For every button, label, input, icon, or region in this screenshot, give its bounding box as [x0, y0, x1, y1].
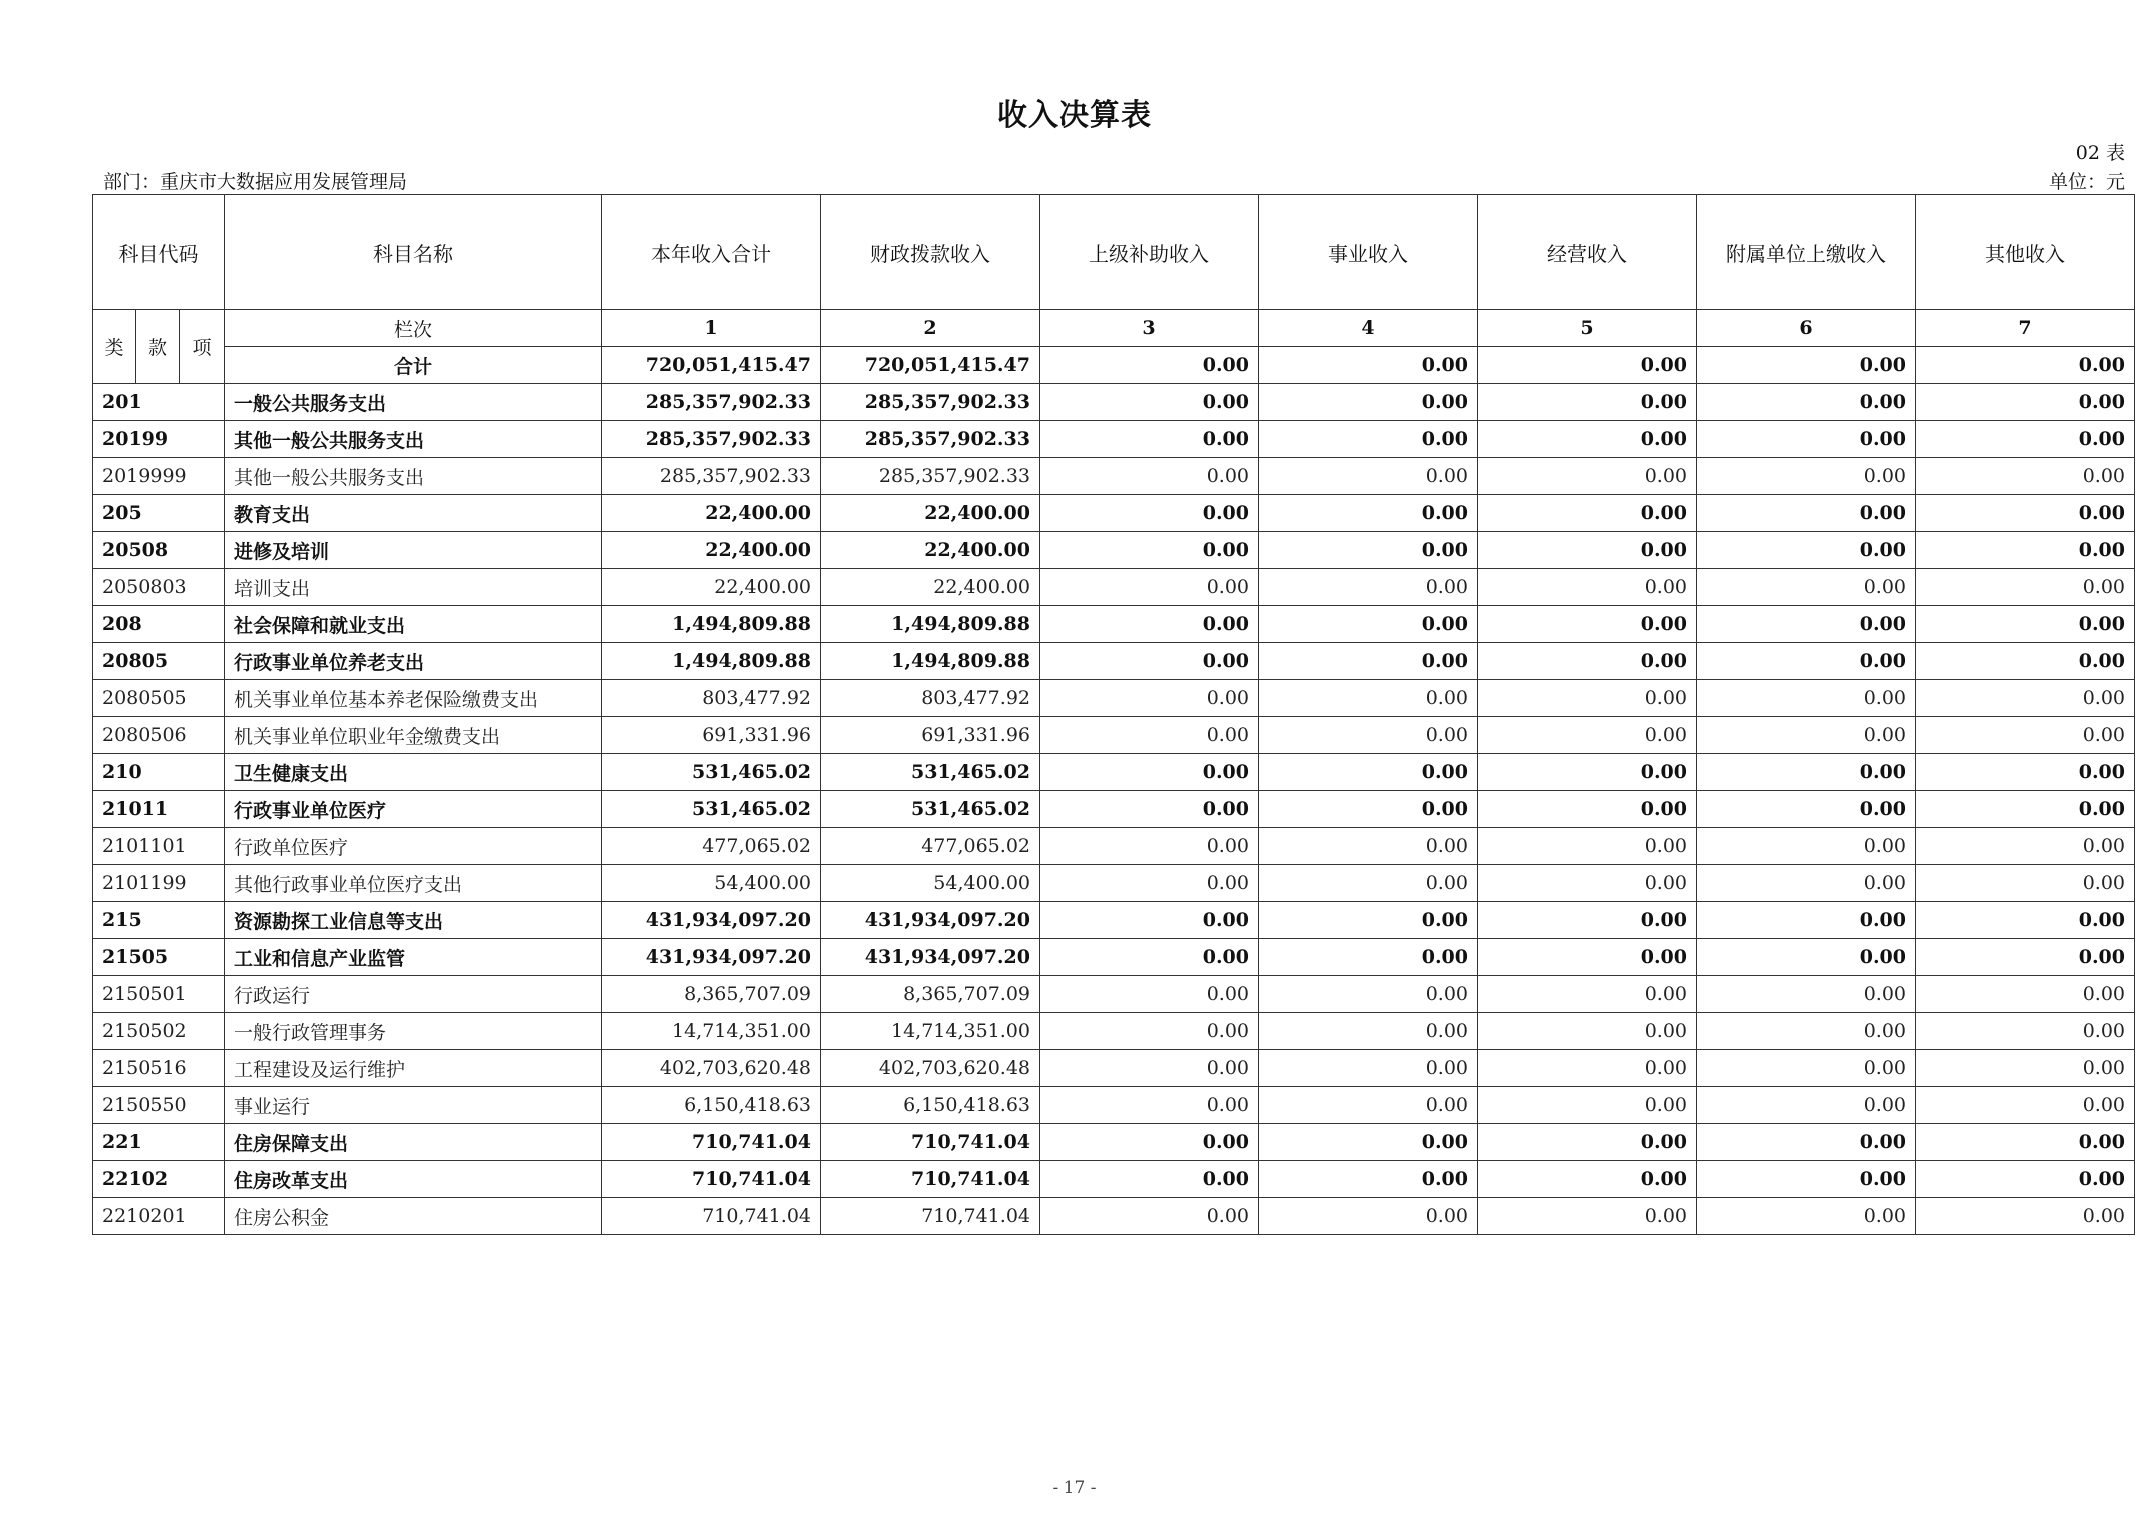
- amount-cell: 0.00: [1040, 606, 1259, 643]
- table-row: [93, 791, 2135, 828]
- amount-cell: 8,365,707.09: [821, 976, 1040, 1013]
- amount-cell: 0.00: [1040, 1198, 1259, 1235]
- amount-cell: 0.00: [1259, 1198, 1478, 1235]
- table-row: [93, 1198, 2135, 1235]
- amount-cell: 0.00: [1040, 754, 1259, 791]
- page-title: 收入决算表: [997, 98, 1152, 133]
- subject-code: 2101101: [93, 828, 225, 865]
- table-row: [93, 1124, 2135, 1161]
- column-number: 3: [1040, 310, 1259, 347]
- amount-cell: 0.00: [1478, 1124, 1697, 1161]
- subject-code: 21505: [93, 939, 225, 976]
- amount-cell: 0.00: [1916, 458, 2135, 495]
- amount-cell: 0.00: [1478, 902, 1697, 939]
- amount-cell: 402,703,620.48: [821, 1050, 1040, 1087]
- amount-cell: 0.00: [1697, 1050, 1916, 1087]
- amount-cell: 0.00: [1478, 421, 1697, 458]
- table-row: [93, 976, 2135, 1013]
- total-row: [93, 347, 2135, 384]
- column-number: 4: [1259, 310, 1478, 347]
- amount-cell: 14,714,351.00: [821, 1013, 1040, 1050]
- amount-cell: 0.00: [1697, 717, 1916, 754]
- amount-cell: 0.00: [1040, 828, 1259, 865]
- amount-cell: 0.00: [1478, 717, 1697, 754]
- amount-cell: 0.00: [1916, 1124, 2135, 1161]
- subject-name: 行政事业单位医疗: [225, 791, 602, 828]
- amount-cell: 0.00: [1478, 939, 1697, 976]
- subject-code: 205: [93, 495, 225, 532]
- amount-cell: 0.00: [1040, 1124, 1259, 1161]
- amount-cell: 0.00: [1259, 421, 1478, 458]
- amount-cell: 0.00: [1916, 495, 2135, 532]
- subject-code: 21011: [93, 791, 225, 828]
- subject-name: 一般行政管理事务: [225, 1013, 602, 1050]
- amount-cell: 0.00: [1478, 1198, 1697, 1235]
- amount-cell: 1,494,809.88: [602, 643, 821, 680]
- table-row: [93, 754, 2135, 791]
- amount-cell: 0.00: [1916, 569, 2135, 606]
- amount-cell: 431,934,097.20: [821, 902, 1040, 939]
- amount-cell: 0.00: [1259, 680, 1478, 717]
- header-code: 科目代码: [93, 195, 225, 310]
- subject-code: 2150502: [93, 1013, 225, 1050]
- amount-cell: 0.00: [1259, 569, 1478, 606]
- amount-cell: 477,065.02: [602, 828, 821, 865]
- amount-cell: 0.00: [1478, 828, 1697, 865]
- header-operating: 经营收入: [1478, 195, 1697, 310]
- amount-cell: 6,150,418.63: [821, 1087, 1040, 1124]
- amount-cell: 710,741.04: [602, 1161, 821, 1198]
- subject-name: 住房保障支出: [225, 1124, 602, 1161]
- amount-cell: 0.00: [1478, 865, 1697, 902]
- subject-name: 住房改革支出: [225, 1161, 602, 1198]
- amount-cell: 0.00: [1478, 976, 1697, 1013]
- sub-header-kuan: 款: [136, 310, 180, 384]
- amount-cell: 0.00: [1040, 384, 1259, 421]
- total-value: 0.00: [1916, 347, 2135, 384]
- subject-code: 2150501: [93, 976, 225, 1013]
- subject-code: 221: [93, 1124, 225, 1161]
- total-value: 0.00: [1259, 347, 1478, 384]
- column-number: 6: [1697, 310, 1916, 347]
- amount-cell: 531,465.02: [602, 754, 821, 791]
- amount-cell: 22,400.00: [821, 495, 1040, 532]
- table-row: [93, 643, 2135, 680]
- amount-cell: 0.00: [1259, 754, 1478, 791]
- amount-cell: 0.00: [1259, 606, 1478, 643]
- amount-cell: 285,357,902.33: [602, 421, 821, 458]
- subject-name: 工程建设及运行维护: [225, 1050, 602, 1087]
- amount-cell: 8,365,707.09: [602, 976, 821, 1013]
- amount-cell: 431,934,097.20: [602, 902, 821, 939]
- amount-cell: 0.00: [1478, 1087, 1697, 1124]
- amount-cell: 0.00: [1916, 828, 2135, 865]
- subject-name: 事业运行: [225, 1087, 602, 1124]
- sub-header-xiang: 项: [180, 310, 225, 384]
- amount-cell: 0.00: [1259, 495, 1478, 532]
- header-row: [93, 195, 2135, 310]
- subject-code: 2050803: [93, 569, 225, 606]
- amount-cell: 0.00: [1916, 865, 2135, 902]
- amount-cell: 0.00: [1478, 569, 1697, 606]
- table-row: [93, 606, 2135, 643]
- subject-code: 208: [93, 606, 225, 643]
- amount-cell: 477,065.02: [821, 828, 1040, 865]
- total-row-label: 合计: [225, 347, 602, 384]
- amount-cell: 0.00: [1697, 495, 1916, 532]
- amount-cell: 0.00: [1478, 1161, 1697, 1198]
- amount-cell: 54,400.00: [821, 865, 1040, 902]
- amount-cell: 431,934,097.20: [821, 939, 1040, 976]
- subject-code: 210: [93, 754, 225, 791]
- subject-code: 2080505: [93, 680, 225, 717]
- amount-cell: 0.00: [1040, 421, 1259, 458]
- amount-cell: 0.00: [1259, 532, 1478, 569]
- subject-name: 行政单位医疗: [225, 828, 602, 865]
- amount-cell: 0.00: [1916, 1013, 2135, 1050]
- table-row: [93, 384, 2135, 421]
- subject-code: 20508: [93, 532, 225, 569]
- amount-cell: 710,741.04: [821, 1161, 1040, 1198]
- amount-cell: 0.00: [1697, 1087, 1916, 1124]
- subject-name: 工业和信息产业监管: [225, 939, 602, 976]
- amount-cell: 0.00: [1040, 791, 1259, 828]
- table-row: [93, 902, 2135, 939]
- amount-cell: 1,494,809.88: [821, 606, 1040, 643]
- amount-cell: 0.00: [1478, 532, 1697, 569]
- total-value: 720,051,415.47: [602, 347, 821, 384]
- subject-name: 其他行政事业单位医疗支出: [225, 865, 602, 902]
- amount-cell: 0.00: [1697, 828, 1916, 865]
- amount-cell: 0.00: [1259, 828, 1478, 865]
- column-number: 7: [1916, 310, 2135, 347]
- amount-cell: 0.00: [1259, 865, 1478, 902]
- table-row: [93, 1013, 2135, 1050]
- amount-cell: 0.00: [1697, 976, 1916, 1013]
- amount-cell: 0.00: [1040, 902, 1259, 939]
- amount-cell: 285,357,902.33: [602, 458, 821, 495]
- amount-cell: 0.00: [1697, 606, 1916, 643]
- amount-cell: 0.00: [1478, 1013, 1697, 1050]
- amount-cell: 22,400.00: [821, 569, 1040, 606]
- amount-cell: 0.00: [1697, 569, 1916, 606]
- unit-label: 单位：元: [2048, 171, 2125, 193]
- amount-cell: 0.00: [1040, 569, 1259, 606]
- column-number: 2: [821, 310, 1040, 347]
- amount-cell: 1,494,809.88: [821, 643, 1040, 680]
- amount-cell: 285,357,902.33: [821, 458, 1040, 495]
- amount-cell: 0.00: [1259, 1013, 1478, 1050]
- amount-cell: 0.00: [1259, 976, 1478, 1013]
- amount-cell: 0.00: [1916, 754, 2135, 791]
- amount-cell: 0.00: [1040, 643, 1259, 680]
- subject-name: 教育支出: [225, 495, 602, 532]
- total-value: 0.00: [1040, 347, 1259, 384]
- header-fiscal: 财政拨款收入: [821, 195, 1040, 310]
- amount-cell: 531,465.02: [602, 791, 821, 828]
- header-superior: 上级补助收入: [1040, 195, 1259, 310]
- amount-cell: 0.00: [1697, 1013, 1916, 1050]
- amount-cell: 431,934,097.20: [602, 939, 821, 976]
- amount-cell: 0.00: [1478, 680, 1697, 717]
- amount-cell: 285,357,902.33: [821, 384, 1040, 421]
- amount-cell: 0.00: [1040, 939, 1259, 976]
- amount-cell: 0.00: [1697, 791, 1916, 828]
- amount-cell: 0.00: [1259, 384, 1478, 421]
- subject-name: 资源勘探工业信息等支出: [225, 902, 602, 939]
- column-row-label: 栏次: [225, 310, 602, 347]
- table-row: [93, 495, 2135, 532]
- subject-name: 行政事业单位养老支出: [225, 643, 602, 680]
- column-number: 1: [602, 310, 821, 347]
- subject-name: 机关事业单位职业年金缴费支出: [225, 717, 602, 754]
- income-table: [92, 194, 2135, 1235]
- amount-cell: 0.00: [1040, 1050, 1259, 1087]
- amount-cell: 0.00: [1697, 384, 1916, 421]
- table-row: [93, 865, 2135, 902]
- amount-cell: 691,331.96: [821, 717, 1040, 754]
- amount-cell: 0.00: [1697, 902, 1916, 939]
- subject-name: 机关事业单位基本养老保险缴费支出: [225, 680, 602, 717]
- amount-cell: 22,400.00: [602, 569, 821, 606]
- header-name: 科目名称: [225, 195, 602, 310]
- amount-cell: 531,465.02: [821, 791, 1040, 828]
- amount-cell: 0.00: [1040, 680, 1259, 717]
- header-total: 本年收入合计: [602, 195, 821, 310]
- amount-cell: 0.00: [1259, 717, 1478, 754]
- subject-code: 2150516: [93, 1050, 225, 1087]
- amount-cell: 0.00: [1916, 680, 2135, 717]
- subject-code: 22102: [93, 1161, 225, 1198]
- total-value: 0.00: [1697, 347, 1916, 384]
- amount-cell: 0.00: [1916, 902, 2135, 939]
- table-row: [93, 421, 2135, 458]
- amount-cell: 22,400.00: [602, 532, 821, 569]
- amount-cell: 0.00: [1040, 1161, 1259, 1198]
- table-row: [93, 532, 2135, 569]
- amount-cell: 0.00: [1916, 1198, 2135, 1235]
- amount-cell: 285,357,902.33: [602, 384, 821, 421]
- amount-cell: 0.00: [1697, 680, 1916, 717]
- subject-code: 2080506: [93, 717, 225, 754]
- table-row: [93, 1161, 2135, 1198]
- amount-cell: 0.00: [1697, 754, 1916, 791]
- amount-cell: 803,477.92: [821, 680, 1040, 717]
- amount-cell: 0.00: [1697, 939, 1916, 976]
- subject-name: 行政运行: [225, 976, 602, 1013]
- amount-cell: 0.00: [1040, 976, 1259, 1013]
- amount-cell: 0.00: [1478, 643, 1697, 680]
- subject-code: 2210201: [93, 1198, 225, 1235]
- amount-cell: 0.00: [1916, 1050, 2135, 1087]
- subject-code: 2101199: [93, 865, 225, 902]
- amount-cell: 0.00: [1259, 939, 1478, 976]
- amount-cell: 0.00: [1040, 532, 1259, 569]
- subject-code: 215: [93, 902, 225, 939]
- total-value: 0.00: [1478, 347, 1697, 384]
- amount-cell: 0.00: [1040, 458, 1259, 495]
- amount-cell: 0.00: [1916, 532, 2135, 569]
- amount-cell: 803,477.92: [602, 680, 821, 717]
- amount-cell: 0.00: [1697, 458, 1916, 495]
- subject-name: 一般公共服务支出: [225, 384, 602, 421]
- amount-cell: 710,741.04: [821, 1198, 1040, 1235]
- amount-cell: 0.00: [1916, 421, 2135, 458]
- amount-cell: 402,703,620.48: [602, 1050, 821, 1087]
- subject-name: 其他一般公共服务支出: [225, 458, 602, 495]
- amount-cell: 0.00: [1040, 1013, 1259, 1050]
- amount-cell: 0.00: [1259, 1161, 1478, 1198]
- amount-cell: 0.00: [1916, 717, 2135, 754]
- total-value: 720,051,415.47: [821, 347, 1040, 384]
- amount-cell: 0.00: [1697, 1198, 1916, 1235]
- amount-cell: 0.00: [1697, 532, 1916, 569]
- amount-cell: 0.00: [1697, 643, 1916, 680]
- amount-cell: 6,150,418.63: [602, 1087, 821, 1124]
- header-business: 事业收入: [1259, 195, 1478, 310]
- amount-cell: 0.00: [1259, 458, 1478, 495]
- amount-cell: 285,357,902.33: [821, 421, 1040, 458]
- amount-cell: 691,331.96: [602, 717, 821, 754]
- amount-cell: 0.00: [1697, 1161, 1916, 1198]
- header-affiliated: 附属单位上缴收入: [1697, 195, 1916, 310]
- amount-cell: 0.00: [1916, 606, 2135, 643]
- amount-cell: 0.00: [1259, 902, 1478, 939]
- amount-cell: 0.00: [1916, 976, 2135, 1013]
- amount-cell: 710,741.04: [821, 1124, 1040, 1161]
- amount-cell: 0.00: [1478, 791, 1697, 828]
- sub-header-lei: 类: [93, 310, 136, 384]
- column-number-row: [93, 310, 2135, 347]
- table-row: [93, 828, 2135, 865]
- table-row: [93, 1050, 2135, 1087]
- amount-cell: 0.00: [1916, 1161, 2135, 1198]
- header-other: 其他收入: [1916, 195, 2135, 310]
- amount-cell: 0.00: [1040, 865, 1259, 902]
- subject-code: 201: [93, 384, 225, 421]
- amount-cell: 54,400.00: [602, 865, 821, 902]
- amount-cell: 0.00: [1478, 1050, 1697, 1087]
- amount-cell: 710,741.04: [602, 1198, 821, 1235]
- table-row: [93, 717, 2135, 754]
- amount-cell: 22,400.00: [602, 495, 821, 532]
- subject-name: 培训支出: [225, 569, 602, 606]
- amount-cell: 1,494,809.88: [602, 606, 821, 643]
- table-row: [93, 939, 2135, 976]
- amount-cell: 0.00: [1040, 1087, 1259, 1124]
- amount-cell: 0.00: [1478, 384, 1697, 421]
- subject-name: 住房公积金: [225, 1198, 602, 1235]
- amount-cell: 0.00: [1697, 1124, 1916, 1161]
- amount-cell: 0.00: [1697, 421, 1916, 458]
- amount-cell: 531,465.02: [821, 754, 1040, 791]
- amount-cell: 710,741.04: [602, 1124, 821, 1161]
- subject-code: 2019999: [93, 458, 225, 495]
- amount-cell: 0.00: [1916, 939, 2135, 976]
- subject-code: 20199: [93, 421, 225, 458]
- subject-code: 2150550: [93, 1087, 225, 1124]
- subject-name: 进修及培训: [225, 532, 602, 569]
- amount-cell: 0.00: [1478, 606, 1697, 643]
- department-label: 部门：重庆市大数据应用发展管理局: [103, 171, 408, 193]
- amount-cell: 0.00: [1478, 495, 1697, 532]
- table-row: [93, 1087, 2135, 1124]
- page-number: - 17 -: [1052, 1478, 1097, 1498]
- amount-cell: 14,714,351.00: [602, 1013, 821, 1050]
- amount-cell: 0.00: [1478, 754, 1697, 791]
- amount-cell: 0.00: [1916, 1087, 2135, 1124]
- subject-name: 卫生健康支出: [225, 754, 602, 791]
- amount-cell: 0.00: [1259, 1087, 1478, 1124]
- amount-cell: 0.00: [1259, 1050, 1478, 1087]
- amount-cell: 0.00: [1916, 791, 2135, 828]
- subject-name: 其他一般公共服务支出: [225, 421, 602, 458]
- amount-cell: 22,400.00: [821, 532, 1040, 569]
- table-row: [93, 680, 2135, 717]
- amount-cell: 0.00: [1259, 1124, 1478, 1161]
- subject-name: 社会保障和就业支出: [225, 606, 602, 643]
- amount-cell: 0.00: [1697, 865, 1916, 902]
- amount-cell: 0.00: [1040, 717, 1259, 754]
- amount-cell: 0.00: [1478, 458, 1697, 495]
- table-number: 02 表: [2075, 142, 2125, 164]
- amount-cell: 0.00: [1259, 643, 1478, 680]
- column-number: 5: [1478, 310, 1697, 347]
- table-row: [93, 569, 2135, 606]
- amount-cell: 0.00: [1040, 495, 1259, 532]
- amount-cell: 0.00: [1916, 384, 2135, 421]
- subject-code: 20805: [93, 643, 225, 680]
- amount-cell: 0.00: [1259, 791, 1478, 828]
- table-row: [93, 458, 2135, 495]
- amount-cell: 0.00: [1916, 643, 2135, 680]
